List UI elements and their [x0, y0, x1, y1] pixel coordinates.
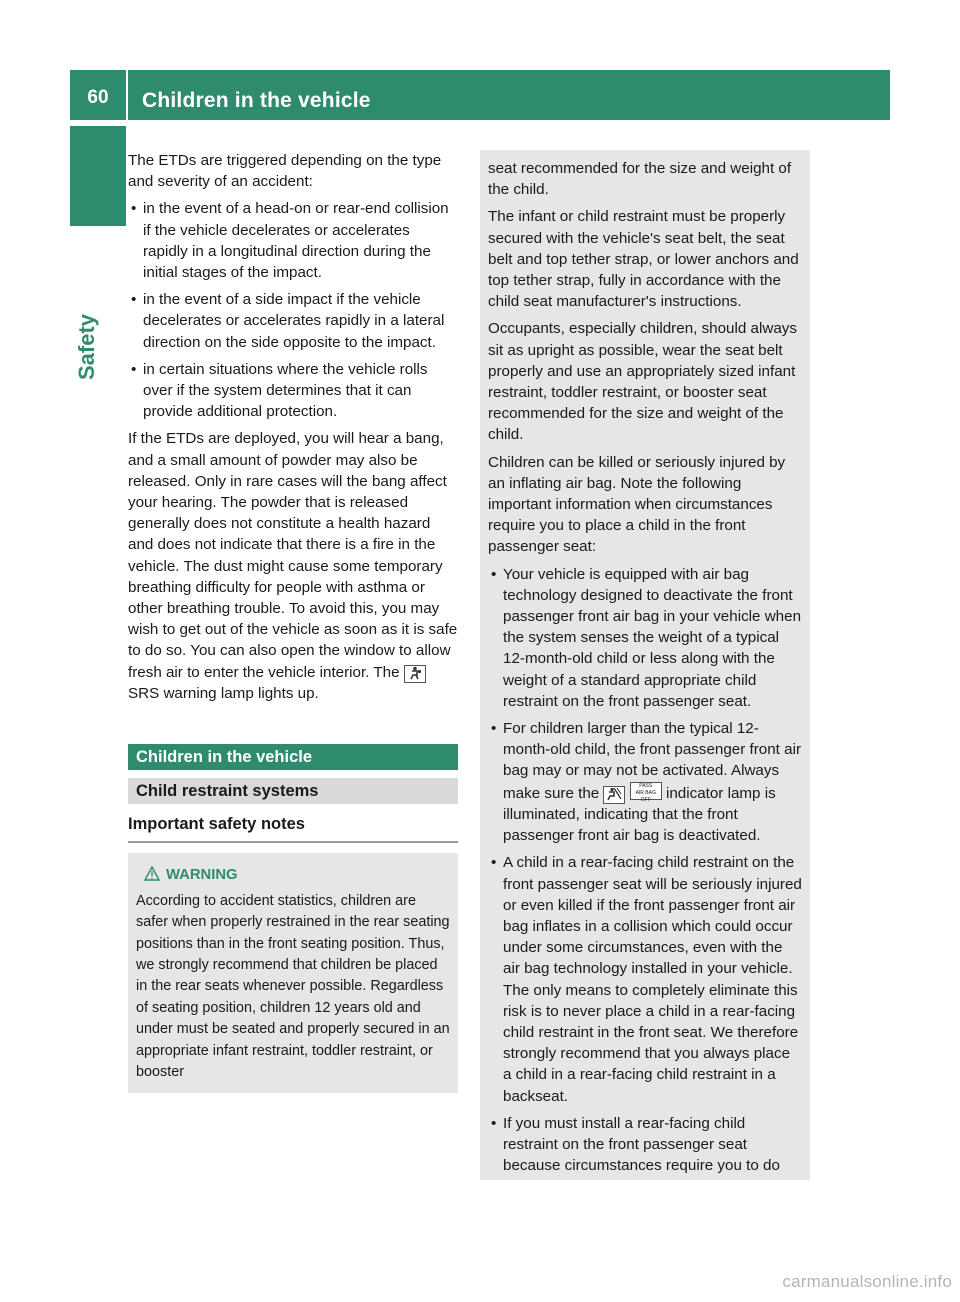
- airbag-off-icon: [603, 786, 625, 804]
- notes-heading: Important safety notes: [128, 814, 458, 843]
- page-title: Children in the vehicle: [142, 89, 371, 112]
- paragraph: Occupants, especially children, should always sit as upright as possible, wear the seat belt properly and use an appropriately sized infant restraint, toddler restraint, or booster seat recommended for the size and weight of the child.: [488, 320, 797, 444]
- list-item: • in certain situations where the vehicle rolls over if the system determines that it can provide additional protection.: [128, 359, 458, 423]
- paragraph: The infant or child restraint must be properly secured with the vehicle's seat belt, the seat belt and top tether strap, or lower anchors and top tether strap, fully in accordance with the child seat manufacturer's instructions.: [488, 208, 799, 311]
- pass-air-bag-off-icon: [630, 782, 662, 803]
- off-label: OFF: [640, 796, 651, 803]
- header-divider: [126, 70, 128, 120]
- right-column-warning-continued: [480, 150, 810, 1180]
- warning-triangle-icon: [144, 866, 160, 888]
- deployment-text-b: SRS warning lamp lights up.: [128, 684, 319, 702]
- pass-label: PASS: [639, 782, 653, 789]
- list-item: [488, 718, 802, 846]
- deployment-paragraph: [128, 428, 458, 704]
- warning-heading: [136, 865, 450, 888]
- subsection-heading: Child restraint systems: [128, 778, 458, 804]
- trigger-list: [128, 198, 458, 422]
- warning-box: [128, 853, 458, 1093]
- watermark[interactable]: carmanualsonline.info: [782, 1272, 952, 1291]
- list-item: • A child in a rear-facing child restraint on the front passenger seat will be seriously injured or even killed if the front passenger front air bag inflates in a collision which could occur under some circumstances, even with the air bag technology installed in your vehicle. The only means to completely eliminate this risk is to never place a child in a rear-facing child restraint in the front seat. We therefore strongly recommend that you always place a child in a rear-facing child restraint in a backseat.: [488, 852, 802, 1106]
- warning-text: According to accident statistics, children are safer when properly restrained in the rear seating positions than in the front seating position. Thus, we strongly recommend that children be placed in the rear seats whenever possible. Regardless of seating position, children 12 years old and under must be seated and properly secured in an appropriate infant restraint, toddler restraint, or booster: [136, 892, 450, 1080]
- srs-warning-lamp-icon: [404, 665, 426, 683]
- paragraph: Children can be killed or seriously injured by an inflating air bag. Note the following important information when circumstances require you to place a child in the front passenger seat:: [488, 453, 786, 556]
- side-section-label: Safety: [74, 313, 99, 380]
- list-item-text-b: indicator lamp is illuminated, indicating that the front passenger front air bag is deactivated.: [503, 784, 776, 845]
- side-tab-block: [70, 126, 126, 226]
- front-seat-list: [488, 564, 802, 1177]
- paragraph: seat recommended for the size and weight of the child.: [488, 160, 792, 199]
- list-item: • in the event of a side impact if the vehicle decelerates or accelerates rapidly in a lateral direction on the side opposite to the impact.: [128, 289, 458, 353]
- list-item: • Your vehicle is equipped with air bag technology designed to deactivate the front passenger front air bag in your vehicle when the system senses the weight of a typical 12-month-old child or less along with the weight of a standard appropriate child restraint on the front passenger seat.: [488, 564, 802, 712]
- list-item: • in the event of a head-on or rear-end collision if the vehicle decelerates or accelerates rapidly in a longitudinal direction during the initial stages of the impact.: [128, 198, 458, 283]
- deployment-text-a: If the ETDs are deployed, you will hear a bang, and a small amount of powder may also be released. Only in rare cases will the bang affect your hearing. The powder that is released generally does not constitute a health hazard and does not indicate that there is a fire in the vehicle. The dust might cause some temporary breathing difficulty for people with asthma or other breathing trouble. To avoid this, you may wish to get out of the vehicle as soon as it is safe to do so. You can also open the window to allow fresh air to enter the vehicle interior. The: [128, 430, 458, 681]
- list-item: • If you must install a rear-facing child restraint on the front passenger seat because circumstances require you to do: [488, 1113, 802, 1177]
- left-column: [128, 150, 458, 1093]
- intro-paragraph: The ETDs are triggered depending on the type and severity of an accident:: [128, 152, 442, 191]
- warning-label: WARNING: [166, 867, 238, 884]
- section-heading: Children in the vehicle: [128, 744, 458, 770]
- page-number: 60: [87, 87, 109, 108]
- list-item-text-a: For children larger than the typical 12-month-old child, the front passenger front air bag may or may not be activated. Always make sure the: [503, 720, 802, 802]
- air-bag-label: AIR BAG: [635, 789, 656, 796]
